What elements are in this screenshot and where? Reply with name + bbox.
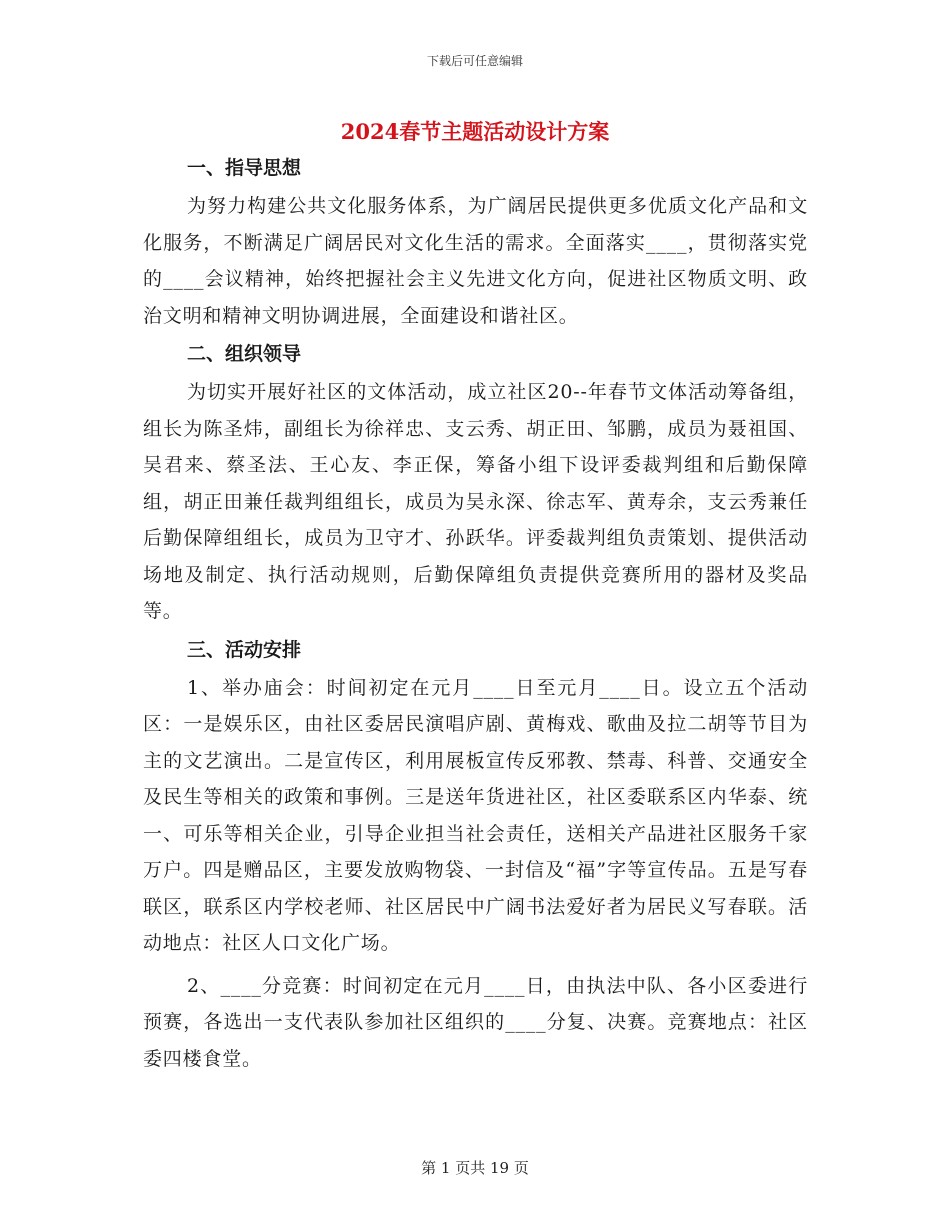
page-number: 第 1 页共 19 页 [421, 1159, 529, 1177]
page-header-note: 下载后可任意编辑 [426, 54, 523, 68]
section-heading-activity-arrangement: 三、活动安排 [187, 638, 302, 661]
document-body [143, 154, 808, 1077]
paragraph-temple-fair: 1、举办庙会：时间初定在元月____日至元月____日。设立五个活动区：一是娱乐区，由社区委居民演唱庐剧、黄梅戏、歌曲及拉二胡等节目为主的文艺演出。二是宣传区，利用展板宣传反邪教、禁毒、科普、交通安全及民生等相关的政策和事例。三是送年货进社区，社区委联系区内华泰、统一、可乐等相关企业，引导企业担当社会责任，送相关产品进社区服务千家万户。四是赠品区，主要发放购物袋、一封信及“福”字等宣传品。五是写春联区，联系区内学校老师、社区居民中广阔书法爱好者为居民义写春联。活动地点：社区人口文化广场。 [143, 676, 808, 954]
paragraph-guiding-ideology: 为努力构建公共文化服务体系，为广阔居民提供更多优质文化产品和文化服务，不断满足广阔居民对文化生活的需求。全面落实____，贯彻落实党的____会议精神，始终把握社会主义先进文化方向，促进社区物质文明、政治文明和精神文明协调进展，全面建设和谐社区。 [143, 195, 808, 327]
section-heading-guiding-ideology: 一、指导思想 [187, 157, 302, 179]
document-title: 2024春节主题活动设计方案 [340, 119, 610, 144]
paragraph-organization: 为切实开展好社区的文体活动，成立社区20--年春节文体活动筹备组，组长为陈圣炜，副组长为徐祥忠、支云秀、胡正田、邹鹏，成员为聂祖国、吴君来、蔡圣法、王心友、李正保，筹备小组下设评委裁判组和后勤保障组，胡正田兼任裁判组组长，成员为吴永深、徐志军、黄寿余，支云秀兼任后勤保障组组长，成员为卫守才、孙跃华。评委裁判组负责策划、提供活动场地及制定、执行活动规则，后勤保障组负责提供竞赛所用的器材及奖品等。 [143, 381, 808, 622]
section-heading-organization: 二、组织领导 [187, 343, 302, 365]
paragraph-competition: 2、____分竞赛：时间初定在元月____日，由执法中队、各小区委进行预赛，各选出一支代表队参加社区组织的____分复、决赛。竞赛地点：社区委四楼食堂。 [143, 974, 808, 1070]
